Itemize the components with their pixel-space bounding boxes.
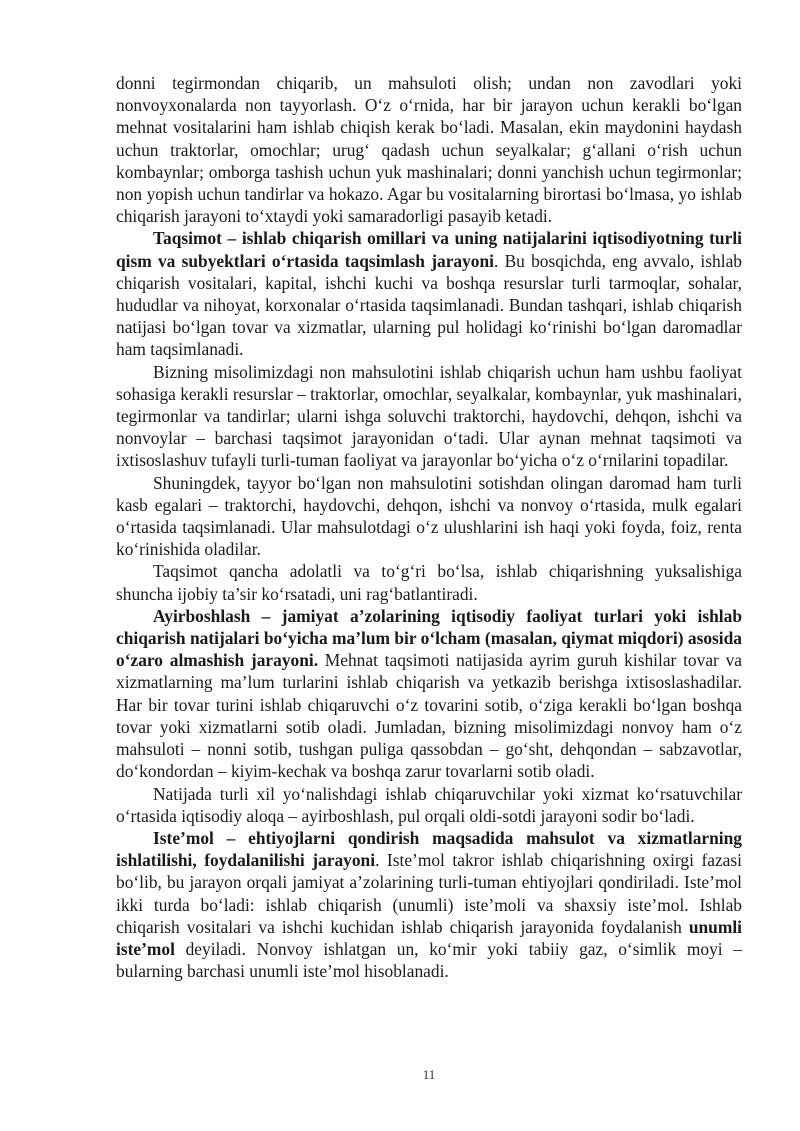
paragraph-1-text: donni tegirmondan chiqarib, un mahsuloti olish; undan non zavodlari yoki nonvoyxonalarda non tayyorlash. O‘z o‘rnida, har bir jarayon uchun kerakli bo‘lgan mehnat vositalarini ham ishlab chiqish kerak bo‘ladi. Masalan, ekin maydonini haydash uchun traktorlar, omochlar; urug‘ qadash uchun seyalkalar; g‘allani o‘rish uchun kombaynlar; omborga tashish uchun yuk mashinalari; donni yanchish uchun tegirmonlar; non yopish uchun tandirlar va hokazo. Agar bu vositalarning birortasi bo‘lmasa, yo ishlab chiqarish jarayoni to‘xtaydi yoki samaradorligi pasayib ketadi. xyxy=(116,73,742,227)
paragraph-6 xyxy=(116,605,742,783)
paragraph-8-text-b: deyiladi. Nonvoy ishlatgan un, ko‘mir yoki tabiiy gaz, o‘simlik moyi – bularning barchasi unumli iste’mol hisoblanadi. xyxy=(116,938,742,982)
paragraph-7 xyxy=(116,783,742,827)
paragraph-4 xyxy=(116,472,742,561)
paragraph-5 xyxy=(116,560,742,604)
paragraph-5-text: Taqsimot qancha adolatli va to‘g‘ri bo‘lsa, ishlab chiqarishning yuksalishiga shuncha ijobiy ta’sir ko‘rsatadi, uni rag‘batlantiradi. xyxy=(116,561,742,604)
paragraph-2-text: . Bu bosqichda, eng avvalo, ishlab chiqarish vositalari, kapital, ishchi kuchi va boshqa resurslar turli tarmoqlar, sohalar, hududlar va nihoyat, korxonalar o‘rtasida taqsimlanadi. Bundan tashqari, ishlab chiqarish natijasi bo‘lgan tovar va xizmatlar, ularning pul holidagi ko‘rinishi bo‘lgan daromadlar ham taqsimlanadi. xyxy=(116,250,742,360)
term-istemol: Iste’mol – ehtiyojlarni qondirish maqsadida mahsulot va xizmatlarning ishlatilishi, foydalanilishi jarayoni xyxy=(116,827,742,871)
paragraph-3-text: Bizning misolimizdagi non mahsulotini ishlab chiqarish uchun ham ushbu faoliyat sohasiga kerakli resurslar – traktorlar, omochlar, seyalkalar, kombaynlar, yuk mashinalari, tegirmonlar va tandirlar; ularni ishga soluvchi traktorchi, haydovchi, dehqon, ishchi va nonvoylar – barchasi taqsimot jarayonidan o‘tadi. Ular aynan mehnat taqsimoti va ixtisoslashuv tufayli turli-tuman faoliyat va jarayonlar bo‘yicha o‘z o‘rnilarini topadilar. xyxy=(116,361,742,471)
paragraph-6-text: Mehnat taqsimoti natijasida ayrim guruh kishilar tovar va xizmatlarning ma’lum turlarini ishlab chiqarish va yetkazib berishga ixtisoslashadilar. Har bir tovar turini ishlab chiqaruvchi o‘z tovarini sotib, o‘ziga kerakli bo‘lgan boshqa tovar yoki xizmatlarni sotib oladi. Jumladan, bizning misolimizdagi nonvoy ham o‘z mahsuloti – nonni sotib, tushgan puliga qassobdan – go‘sht, dehqondan – sabzavotlar, do‘kondordan – kiyim-kechak va boshqa zarur tovarlarni sotib oladi. xyxy=(116,650,742,782)
paragraph-8-text-a: . Iste’mol takror ishlab chiqarishning oxirgi fazasi bo‘lib, bu jarayon orqali jamiyat a’zolarining turli-tuman ehtiyojlari qondiriladi. Iste’mol ikki turda bo‘ladi: ishlab chiqarish (unumli) iste’moli va shaxsiy iste’mol. Ishlab chiqarish vositalari va ishchi kuchidan ishlab chiqarish jarayonida foydalanish xyxy=(116,850,742,937)
paragraph-1 xyxy=(116,72,742,227)
page-body xyxy=(116,72,742,982)
paragraph-7-text: Natijada turli xil yo‘nalishdagi ishlab chiqaruvchilar yoki xizmat ko‘rsatuvchilar o‘rtasida iqtisodiy aloqa – ayirboshlash, pul orqali oldi-sotdi jarayoni sodir bo‘ladi. xyxy=(116,783,742,826)
term-ayirboshlash: Ayirboshlash – jamiyat a’zolarining iqtisodiy faoliyat turlari yoki ishlab chiqarish natijalari bo‘yicha ma’lum bir o‘lcham (masalan, qiymat miqdori) asosida o‘zaro almashish jarayoni. xyxy=(116,605,742,671)
term-unumli-istemol: unumli iste’mol xyxy=(116,916,742,959)
page-number: 11 xyxy=(422,1067,436,1082)
paragraph-4-text: Shuningdek, tayyor bo‘lgan non mahsulotini sotishdan olingan daromad ham turli kasb egalari – traktorchi, haydovchi, dehqon, ishchi va nonvoy o‘rtasida, mulk egalari o‘rtasida taqsimlanadi. Ular mahsulotdagi o‘z ulushlarini ish haqi yoki foyda, foiz, renta ko‘rinishida oladilar. xyxy=(116,472,742,560)
term-taqsimot: Taqsimot – ishlab chiqarish omillari va uning natijalarini iqtisodiyotning turli qism va subyektlari o‘rtasida taqsimlash jarayoni xyxy=(116,228,742,271)
paragraph-2 xyxy=(116,227,742,360)
paragraph-3 xyxy=(116,361,742,472)
paragraph-8 xyxy=(116,827,742,982)
